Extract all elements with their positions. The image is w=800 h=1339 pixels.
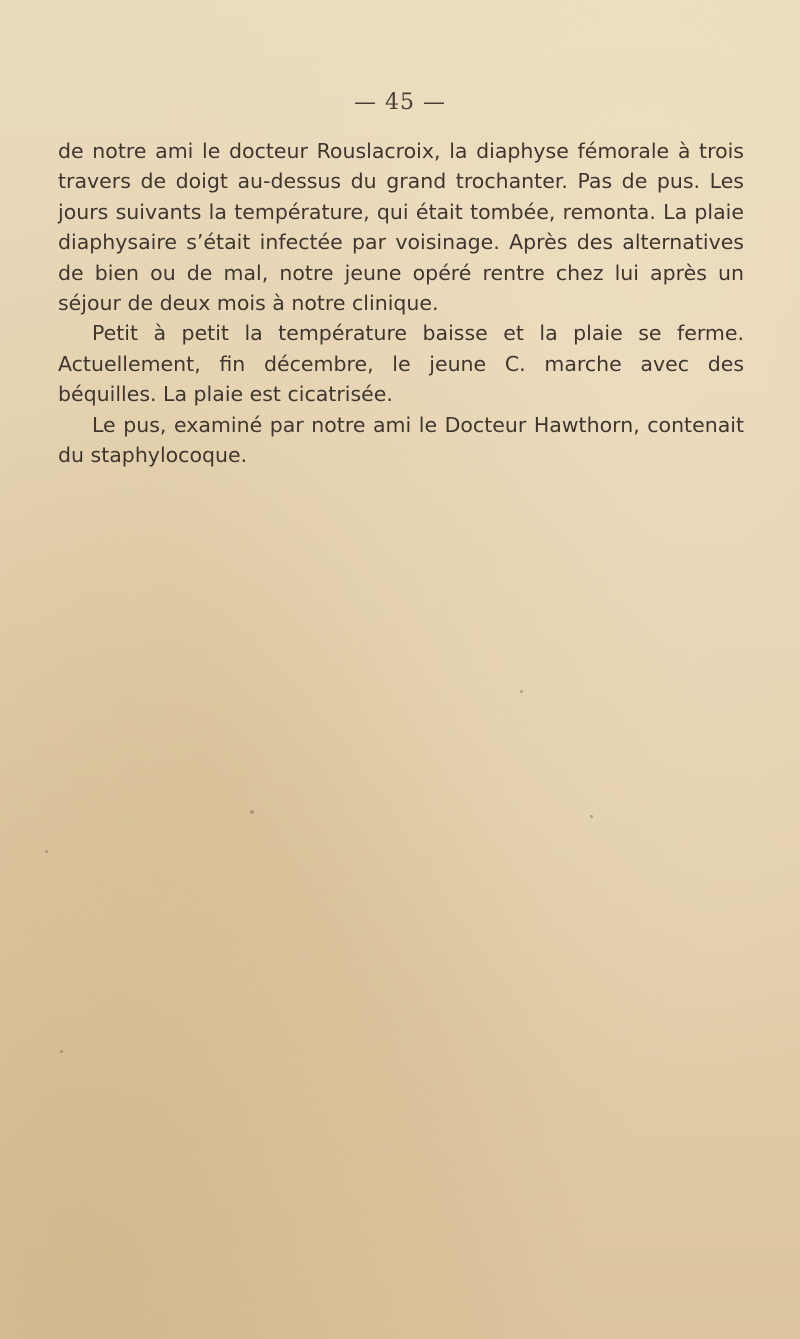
page-number: — 45 — [354,90,446,115]
paragraph-3: Le pus, examiné par notre ami le Docteur Hawthorn, contenait du staphylocoque. [58,412,744,468]
paper-speck [520,690,523,693]
paragraph-1: de notre ami le docteur Rouslacroix, la diaphyse fémorale à trois travers de doigt au-dessus du grand trochanter. Pas de pus. Les jours suivants la température, qui était tombée, remonta. La plaie diaphysaire s’était infectée par voisinage. Après des alternatives de bien ou de mal, notre jeune opéré rentre chez lui après un séjour de deux mois à notre clinique. [58,139,744,316]
paper-speck [590,815,593,818]
paper-speck [250,810,254,814]
paper-speck [45,850,48,853]
body-text [58,136,744,470]
paper-speck [60,1050,63,1053]
paragraph-2: Petit à petit la température baisse et la plaie se ferme. Actuellement, fin décembre, le jeune C. marche avec des béquilles. La plaie est cicatrisée. [58,321,744,407]
